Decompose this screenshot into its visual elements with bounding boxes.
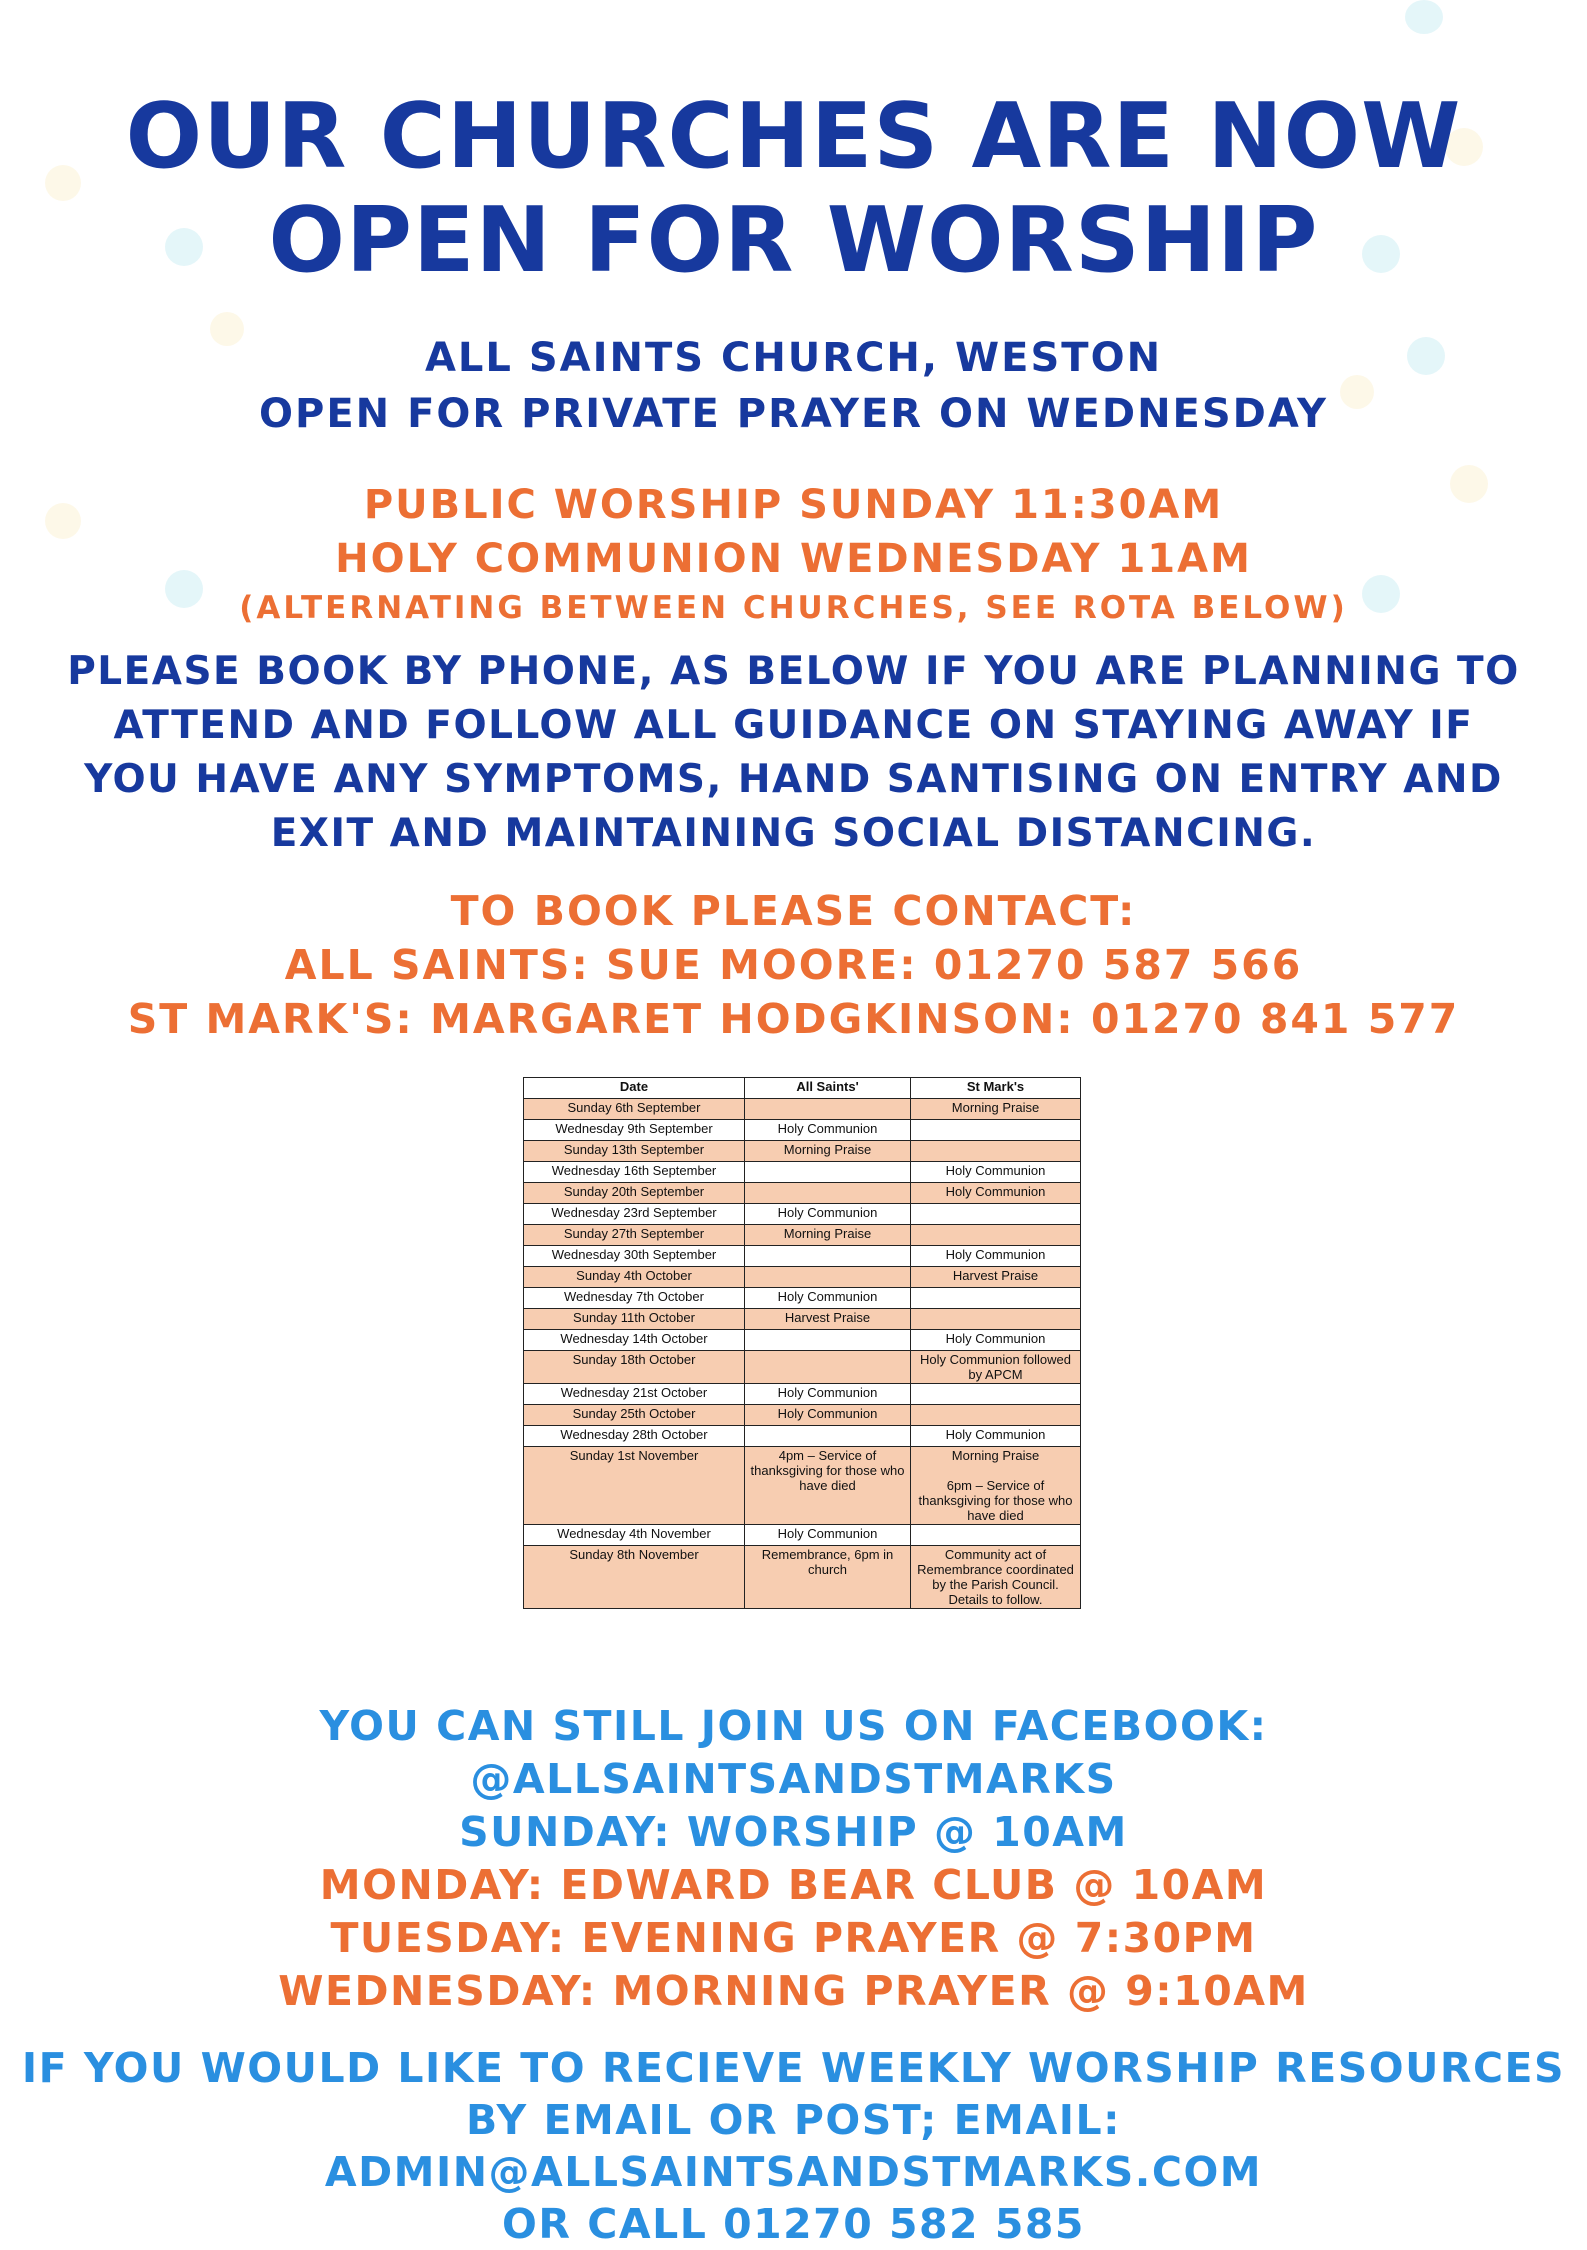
- rota-row: [524, 1183, 1081, 1204]
- service-rota-table: [523, 1077, 1081, 1609]
- rota-cell-all-saints: Holy Communion: [745, 1204, 911, 1225]
- rota-header-st-marks: St Mark's: [911, 1078, 1081, 1099]
- title-line: OPEN FOR WORSHIP: [268, 188, 1319, 293]
- rota-cell-date: Wednesday 21st October: [524, 1384, 745, 1405]
- rota-cell-all-saints: [745, 1099, 911, 1120]
- rota-cell-date: Sunday 20th September: [524, 1183, 745, 1204]
- resources-email: ADMIN@ALLSAINTSANDSTMARKS.COM: [324, 2148, 1263, 2196]
- rota-cell-st-marks: Holy Communion: [911, 1162, 1081, 1183]
- rota-cell-st-marks: Holy Communion followed by APCM: [911, 1351, 1081, 1384]
- all-saints-info: [0, 330, 1587, 442]
- rota-cell-date: Sunday 8th November: [524, 1546, 745, 1609]
- rota-row: [524, 1141, 1081, 1162]
- title-line: OUR CHURCHES ARE NOW: [125, 84, 1462, 189]
- rota-cell-all-saints: [745, 1246, 911, 1267]
- holy-communion-time: HOLY COMMUNION WEDNESDAY 11AM: [335, 536, 1252, 582]
- tuesday-online: TUESDAY: EVENING PRAYER @ 7:30PM: [330, 1914, 1257, 1962]
- guidance-line: ATTEND AND FOLLOW ALL GUIDANCE ON STAYING AWAY IF: [113, 703, 1474, 748]
- rota-cell-all-saints: [745, 1426, 911, 1447]
- wednesday-online: WEDNESDAY: MORNING PRAYER @ 9:10AM: [278, 1967, 1309, 2015]
- rota-row: [524, 1246, 1081, 1267]
- resources-info: [0, 2042, 1587, 2250]
- booking-contacts: [0, 884, 1587, 1046]
- rota-cell-date: Wednesday 30th September: [524, 1246, 745, 1267]
- rota-cell-date: Wednesday 28th October: [524, 1426, 745, 1447]
- rota-cell-all-saints: Holy Communion: [745, 1120, 911, 1141]
- rota-row: [524, 1447, 1081, 1525]
- rota-cell-all-saints: Holy Communion: [745, 1525, 911, 1546]
- rota-cell-all-saints: [745, 1183, 911, 1204]
- church-name: ALL SAINTS CHURCH, WESTON: [424, 335, 1163, 381]
- rota-cell-st-marks: Morning Praise: [911, 1099, 1081, 1120]
- rota-cell-date: Wednesday 16th September: [524, 1162, 745, 1183]
- rota-cell-date: Wednesday 14th October: [524, 1330, 745, 1351]
- rota-row: [524, 1225, 1081, 1246]
- rota-cell-st-marks: Holy Communion: [911, 1426, 1081, 1447]
- resources-line: IF YOU WOULD LIKE TO RECIEVE WEEKLY WORSHIP RESOURCES: [21, 2044, 1566, 2092]
- rota-cell-all-saints: [745, 1330, 911, 1351]
- rota-cell-date: Sunday 25th October: [524, 1405, 745, 1426]
- rota-row: [524, 1525, 1081, 1546]
- rota-row: [524, 1330, 1081, 1351]
- rota-header-date: Date: [524, 1078, 745, 1099]
- monday-online: MONDAY: EDWARD BEAR CLUB @ 10AM: [319, 1861, 1268, 1909]
- rota-cell-st-marks: Holy Communion: [911, 1246, 1081, 1267]
- rota-cell-all-saints: Holy Communion: [745, 1288, 911, 1309]
- rota-cell-date: Sunday 11th October: [524, 1309, 745, 1330]
- st-marks-contact: ST MARK'S: MARGARET HODGKINSON: 01270 841 577: [127, 995, 1460, 1043]
- rota-cell-date: Sunday 27th September: [524, 1225, 745, 1246]
- page-title: [0, 85, 1587, 293]
- rota-cell-all-saints: 4pm – Service of thanksgiving for those who have died: [745, 1447, 911, 1525]
- rota-cell-all-saints: [745, 1267, 911, 1288]
- rota-cell-st-marks: Harvest Praise: [911, 1267, 1081, 1288]
- guidance-line: PLEASE BOOK BY PHONE, AS BELOW IF YOU ARE PLANNING TO: [67, 649, 1520, 694]
- rota-cell-st-marks: [911, 1204, 1081, 1225]
- rota-cell-all-saints: Morning Praise: [745, 1225, 911, 1246]
- rota-row: [524, 1099, 1081, 1120]
- online-services: [0, 1700, 1587, 2018]
- sunday-online: SUNDAY: WORSHIP @ 10AM: [459, 1808, 1128, 1856]
- worship-times: [0, 478, 1587, 630]
- rota-cell-date: Sunday 6th September: [524, 1099, 745, 1120]
- rota-cell-st-marks: [911, 1405, 1081, 1426]
- rota-row: [524, 1384, 1081, 1405]
- guidance-line: EXIT AND MAINTAINING SOCIAL DISTANCING.: [270, 811, 1317, 856]
- rota-row: [524, 1267, 1081, 1288]
- rota-cell-all-saints: [745, 1351, 911, 1384]
- rota-cell-all-saints: Holy Communion: [745, 1384, 911, 1405]
- private-prayer-note: OPEN FOR PRIVATE PRAYER ON WEDNESDAY: [259, 391, 1328, 437]
- rota-cell-st-marks: [911, 1225, 1081, 1246]
- rota-cell-date: Wednesday 9th September: [524, 1120, 745, 1141]
- rota-cell-st-marks: [911, 1309, 1081, 1330]
- rota-cell-all-saints: Morning Praise: [745, 1141, 911, 1162]
- rota-cell-date: Sunday 1st November: [524, 1447, 745, 1525]
- public-worship-time: PUBLIC WORSHIP SUNDAY 11:30AM: [363, 482, 1224, 528]
- rota-cell-date: Sunday 13th September: [524, 1141, 745, 1162]
- booking-heading: TO BOOK PLEASE CONTACT:: [450, 887, 1137, 935]
- rota-row: [524, 1309, 1081, 1330]
- facebook-intro: YOU CAN STILL JOIN US ON FACEBOOK:: [319, 1702, 1268, 1750]
- rota-row: [524, 1546, 1081, 1609]
- resources-phone: OR CALL 01270 582 585: [502, 2200, 1085, 2248]
- rota-row: [524, 1426, 1081, 1447]
- resources-line: BY EMAIL OR POST; EMAIL:: [465, 2096, 1121, 2144]
- rota-cell-st-marks: Community act of Remembrance coordinated by the Parish Council. Details to follow.: [911, 1546, 1081, 1609]
- guidance-text: [0, 645, 1587, 861]
- rota-header-all-saints: All Saints': [745, 1078, 911, 1099]
- rota-header-row: [524, 1078, 1081, 1099]
- rota-note: (ALTERNATING BETWEEN CHURCHES, SEE ROTA BELOW): [239, 590, 1348, 626]
- guidance-line: YOU HAVE ANY SYMPTOMS, HAND SANTISING ON ENTRY AND: [84, 757, 1503, 802]
- rota-cell-all-saints: Harvest Praise: [745, 1309, 911, 1330]
- rota-cell-st-marks: Morning Praise 6pm – Service of thanksgiving for those who have died: [911, 1447, 1081, 1525]
- rota-cell-date: Sunday 4th October: [524, 1267, 745, 1288]
- rota-cell-all-saints: Holy Communion: [745, 1405, 911, 1426]
- rota-cell-st-marks: [911, 1141, 1081, 1162]
- rota-cell-all-saints: Remembrance, 6pm in church: [745, 1546, 911, 1609]
- rota-row: [524, 1204, 1081, 1225]
- rota-row: [524, 1162, 1081, 1183]
- rota-cell-date: Wednesday 4th November: [524, 1525, 745, 1546]
- rota-cell-st-marks: [911, 1384, 1081, 1405]
- all-saints-contact: ALL SAINTS: SUE MOORE: 01270 587 566: [284, 941, 1303, 989]
- rota-cell-st-marks: [911, 1525, 1081, 1546]
- rota-cell-date: Sunday 18th October: [524, 1351, 745, 1384]
- rota-cell-st-marks: Holy Communion: [911, 1183, 1081, 1204]
- rota-cell-st-marks: [911, 1288, 1081, 1309]
- rota-cell-st-marks: Holy Communion: [911, 1330, 1081, 1351]
- rota-cell-all-saints: [745, 1162, 911, 1183]
- rota-row: [524, 1405, 1081, 1426]
- rota-cell-date: Wednesday 7th October: [524, 1288, 745, 1309]
- rota-cell-date: Wednesday 23rd September: [524, 1204, 745, 1225]
- rota-row: [524, 1120, 1081, 1141]
- rota-cell-st-marks: [911, 1120, 1081, 1141]
- decor-dot: [1405, 0, 1443, 34]
- facebook-handle: @ALLSAINTSANDSTMARKS: [470, 1755, 1117, 1803]
- rota-row: [524, 1288, 1081, 1309]
- rota-row: [524, 1351, 1081, 1384]
